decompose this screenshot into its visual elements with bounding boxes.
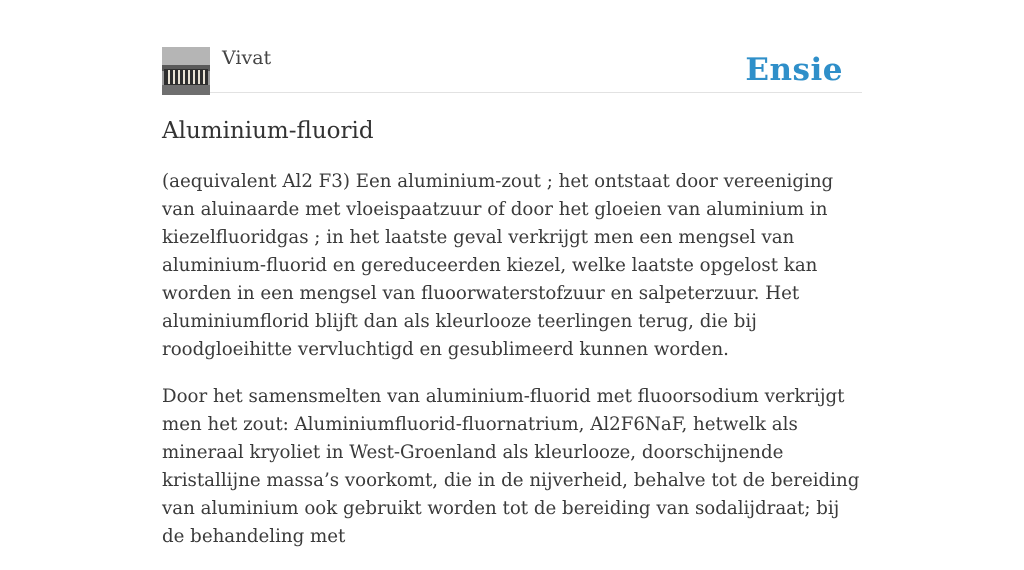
brand-logo[interactable]: Ensie — [745, 52, 843, 88]
article-body — [162, 168, 862, 570]
header — [162, 46, 862, 93]
avatar-image — [162, 47, 210, 95]
article-paragraph-2: Door het samensmelten van aluminium-fluorid met fluoorsodium verkrijgt men het zout: Aluminiumfluorid-fluornatrium, Al2F6NaF, hetwelk als mineraal kryoliet in West-Groenland als kleurlooze, doorschijnende kristallijne massa’s voorkomt, die in de nijverheid, behalve tot de bereiding van aluminium ook gebruikt worden tot de bereiding van sodalijdraat; bij de behandeling met — [162, 386, 860, 547]
article-title: Aluminium-fluorid — [162, 118, 374, 144]
article-paragraph-1: (aequivalent Al2 F3) Een aluminium-zout ; het ontstaat door vereeniging van aluinaarde met vloeispaatzuur of door het gloeien van aluminium in kiezelfluoridgas ; in het laatste geval verkrijgt men een mengsel van aluminium-fluorid en gereduceerden kiezel, welke laatste opgelost kan worden in een mengsel van fluoorwaterstofzuur en salpeterzuur. Het aluminiumflorid blijft dan als kleurlooze teerlingen terug, die bij roodgloeihitte vervluchtigd en gesublimeerd kunnen worden. — [162, 171, 834, 360]
author-name[interactable]: Vivat — [222, 47, 272, 69]
avatar[interactable] — [162, 47, 210, 95]
